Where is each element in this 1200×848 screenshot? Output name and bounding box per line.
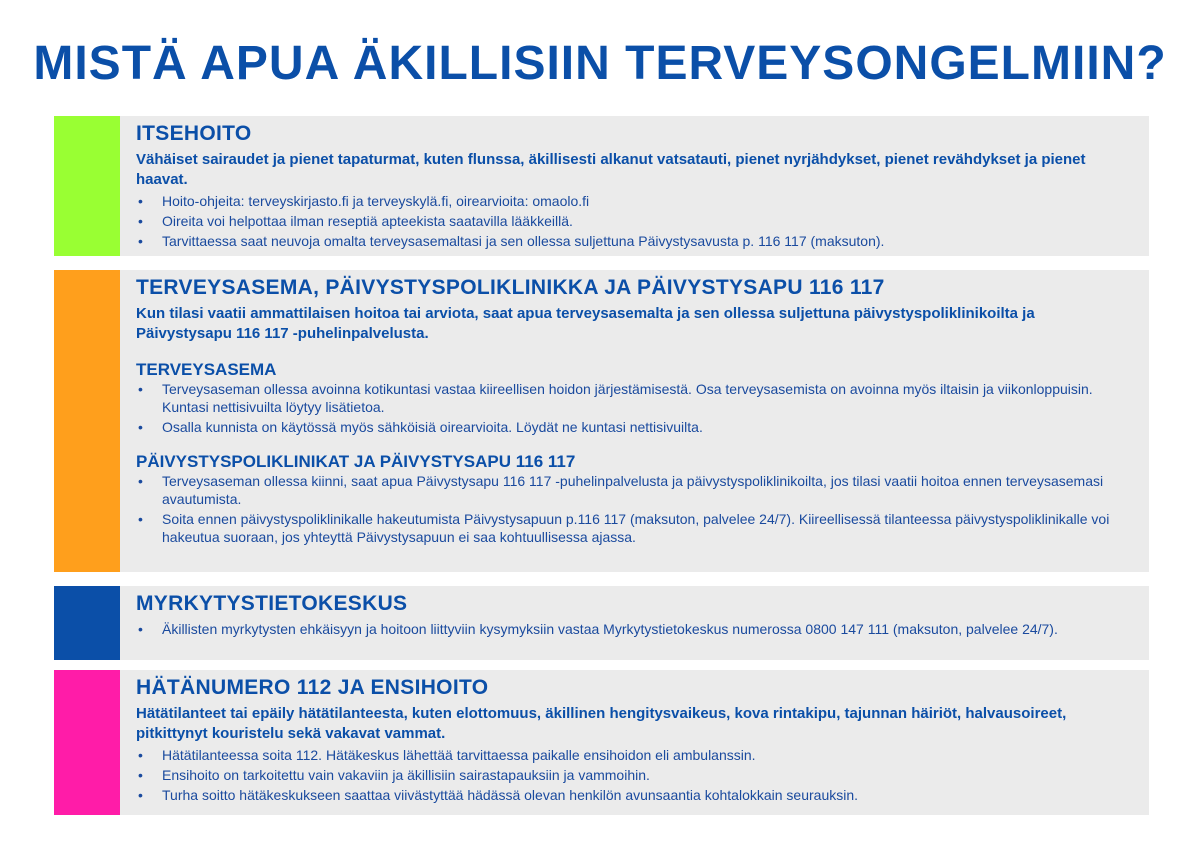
list-item: • Turha soitto hätäkeskukseen saattaa viivästyttää hädässä olevan henkilön avunsaantia kohtalokkain seurauksin.: [136, 786, 1129, 804]
section-title: MYRKYTYSTIETOKESKUS: [136, 592, 408, 615]
section-hatanumero: [54, 670, 1149, 815]
section-lead: Kun tilasi vaatii ammattilaisen hoitoa tai arviota, saat apua terveysasemalta ja sen ollessa suljettuna päivystyspoliklinikoilta ja Päivystysapu 116 117 -puhelinpalvelusta.: [136, 305, 1035, 342]
subsection-title: PÄIVYSTYSPOLIKLINIKAT JA PÄIVYSTYSAPU 116 117: [136, 452, 576, 471]
list-item: • Terveysaseman ollessa kiinni, saat apua Päivystysapu 116 117 -puhelinpalvelusta ja päivystyspoliklinikoilta, jos tilasi vaatii hoitoa ennen terveysasemasi avautumista.: [136, 472, 1129, 508]
section-color-bar-blue: [54, 586, 120, 660]
section-color-bar-orange: [54, 270, 120, 572]
section-terveysasema: [54, 270, 1149, 572]
section-lead: Hätätilanteet tai epäily hätätilanteesta, kuten elottomuus, äkillinen hengitysvaikeus, kova rintakipu, tajunnan häiriöt, halvausoireet, pitkittynyt kouristelu sekä vakavat vammat.: [136, 705, 1067, 742]
list-item: • Hoito-ohjeita: terveyskirjasto.fi ja terveyskylä.fi, oirearvioita: omaolo.fi: [136, 192, 1129, 210]
list-item: • Tarvittaessa saat neuvoja omalta terveysasemaltasi ja sen ollessa suljettuna Päivystysavusta p. 116 117 (maksuton).: [136, 232, 1129, 250]
section-myrkytystietokeskus: [54, 586, 1149, 660]
bullet-list: [136, 380, 1129, 436]
bullet-list: [136, 746, 1129, 804]
list-item: • Osalla kunnista on käytössä myös sähköisiä oirearvioita. Löydät ne kuntasi nettisivuilta.: [136, 418, 1129, 436]
subsection-title: TERVEYSASEMA: [136, 360, 277, 379]
page-title: MISTÄ APUA ÄKILLISIIN TERVEYSONGELMIIN?: [33, 37, 1167, 90]
bullet-list: [136, 472, 1129, 546]
section-color-bar-green: [54, 116, 120, 256]
section-itsehoito: [54, 116, 1149, 256]
list-item: • Hätätilanteessa soita 112. Hätäkeskus lähettää tarvittaessa paikalle ensihoidon eli ambulanssin.: [136, 746, 1129, 764]
section-title: ITSEHOITO: [136, 122, 252, 145]
list-item: • Terveysaseman ollessa avoinna kotikuntasi vastaa kiireellisen hoidon järjestämisestä. Osa terveysasemista on avoinna myös iltaisin ja viikonloppuisin. Kuntasi nettisivuilta löytyy lisätietoa.: [136, 380, 1129, 416]
bullet-list: [136, 620, 1129, 638]
section-title: TERVEYSASEMA, PÄIVYSTYSPOLIKLINIKKA JA PÄIVYSTYSAPU 116 117: [136, 276, 885, 299]
list-item: • Ensihoito on tarkoitettu vain vakaviin ja äkillisiin sairastapauksiin ja vammoihin.: [136, 766, 1129, 784]
list-item: • Äkillisten myrkytysten ehkäisyyn ja hoitoon liittyviin kysymyksiin vastaa Myrkytystietokeskus numerossa 0800 147 111 (maksuton, palvelee 24/7).: [136, 620, 1129, 638]
bullet-list: [136, 192, 1129, 250]
list-item: • Oireita voi helpottaa ilman reseptiä apteekista saatavilla lääkkeillä.: [136, 212, 1129, 230]
section-lead: Vähäiset sairaudet ja pienet tapaturmat, kuten flunssa, äkillisesti alkanut vatsatauti, pienet nyrjähdykset, pienet revähdykset ja pienet haavat.: [136, 151, 1086, 188]
list-item: • Soita ennen päivystyspoliklinikalle hakeutumista Päivystysapuun p.116 117 (maksuton, palvelee 24/7). Kiireellisessä tilanteessa päivystyspoliklinikalle voi hakeutua suoraan, jos yhteyttä Päivystysapuun ei saa kohtuullisessa ajassa.: [136, 510, 1129, 546]
section-color-bar-pink: [54, 670, 120, 815]
section-title: HÄTÄNUMERO 112 JA ENSIHOITO: [136, 676, 489, 699]
